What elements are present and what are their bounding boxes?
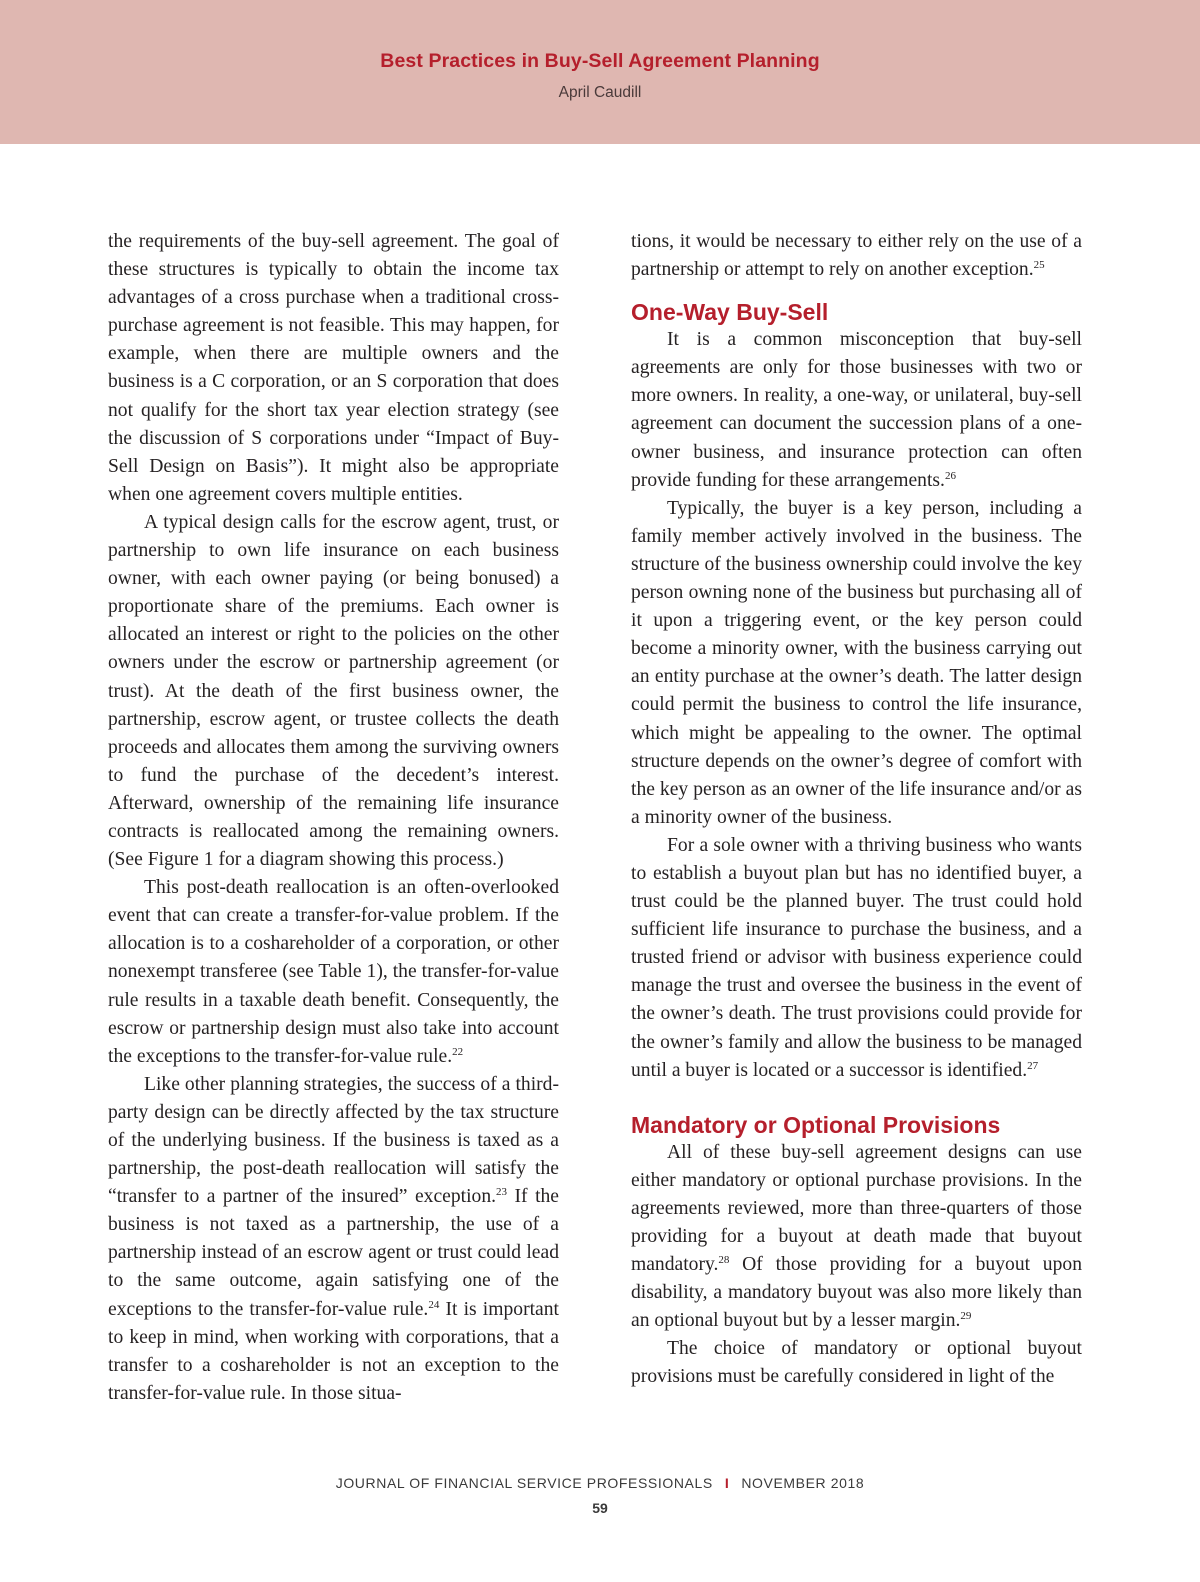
section-heading-one-way-buy-sell: One-Way Buy-Sell <box>631 299 829 326</box>
paragraph: All of these buy-sell agreement designs can use either mandatory or optional purchase provisions. In the agreements reviewed, more than three-quarters of those providing for a buyout at death made that buyout mandatory.$^{28}$ Of those providing for a buyout upon disability, a mandatory buyout was also more likely than an optional buyout but by a lesser margin.$^{29}$ <box>631 1141 1082 1332</box>
footnote-ref: 29 <box>960 1310 972 1323</box>
paragraph: For a sole owner with a thriving business who wants to establish a buyout plan but has no identified buyer, a trust could be the planned buyer. The trust could hold sufficient life insurance to purchase the business, and a trusted friend or advisor with business experience could manage the trust and oversee the business in the event of the owner’s death. The trust provisions could provide for the owner’s family and allow the business to be managed until a buyer is located or a successor is identified.$^{27}$ <box>631 834 1082 1081</box>
footnote-ref: 26 <box>944 469 956 482</box>
page-number: 59 <box>592 1500 608 1516</box>
issue-date: NOVEMBER 2018 <box>741 1475 865 1491</box>
page-header-band <box>0 0 1200 144</box>
footnote-ref: 24 <box>428 1298 440 1311</box>
paragraph: tions, it would be necessary to either rely on the use of a partnership or attempt to rely on another exception.$^{25}$ <box>631 231 1082 281</box>
paragraph: Like other planning strategies, the success of a third-party design can be directly affected by the tax structure of the underlying business. If the business is taxed as a partnership, the post-death reallocation will satisfy the “transfer to a partner of the insured” exception.$^{23}$ If the business is not taxed as a partnership, the use of a partnership instead of an escrow agent or trust could lead to the same outcome, again satisfying one of the exceptions to the transfer-for-value rule.$^{24}$ It is important to keep in mind, when working with corporations, that a transfer to a coshareholder is not an exception to the transfer-for-value rule. In those situa- <box>108 1073 560 1404</box>
footer-separator: I <box>724 1475 730 1491</box>
page-footer <box>0 1475 1200 1491</box>
paragraph: It is a common misconception that buy-sell agreements are only for those businesses with two or more owners. In reality, a one-way, or unilateral, buy-sell agreement can document the succession plans of a one-owner business, and insurance protection can often provide funding for these arrangements.$^{26}$ <box>631 329 1082 491</box>
left-column <box>108 228 559 1408</box>
footnote-ref: 22 <box>452 1045 464 1058</box>
paragraph: Typically, the buyer is a key person, including a family member actively involved in the business. The structure of the business ownership could involve the key person owning none of the business but purchasing all of it upon a triggering event, or the key person could become a minority owner, with the business carrying out an entity purchase at the owner’s death. The latter design could permit the business to control the life insurance, which might be appealing to the owner. The optimal structure depends on the owner’s degree of comfort with the key person as an owner of the life insurance and/or as a minority owner of the business. <box>631 497 1082 828</box>
paragraph: A typical design calls for the escrow agent, trust, or partnership to own life insurance on each business owner, with each owner paying (or being bonused) a proportionate share of the premiums. Each owner is allocated an interest or right to the policies on the other owners under the escrow or partnership agreement (or trust). At the death of the first business owner, the partnership, escrow agent, or trustee collects the death proceeds and allocates them among the surviving owners to fund the purchase of the decedent’s interest. Afterward, ownership of the remaining life insurance contracts is reallocated among the remaining owners. (See Figure 1 for a diagram showing this process.) <box>108 511 559 871</box>
article-author: April Caudill <box>558 84 642 101</box>
footnote-ref: 28 <box>718 1254 730 1267</box>
right-column <box>631 228 1082 1392</box>
footnote-ref: 23 <box>496 1186 508 1199</box>
paragraph: This post-death reallocation is an often-overlooked event that can create a transfer-for-value problem. If the allocation is to a coshareholder of a corporation, or other nonexempt transferee (see Table 1), the transfer-for-value rule results in a taxable death benefit. Consequently, the escrow or partnership design must also take into account the exceptions to the transfer-for-value rule.$^{22}$ <box>108 877 559 1067</box>
paragraph: The choice of mandatory or optional buyout provisions must be carefully considered in light of the <box>631 1338 1082 1388</box>
journal-name: JOURNAL OF FINANCIAL SERVICE PROFESSIONALS <box>335 1475 713 1491</box>
footnote-ref: 27 <box>1027 1059 1039 1072</box>
section-heading-mandatory-optional: Mandatory or Optional Provisions <box>631 1111 1001 1138</box>
footnote-ref: 25 <box>1033 259 1045 272</box>
paragraph: the requirements of the buy-sell agreement. The goal of these structures is typically to obtain the income tax advantages of a cross purchase when a traditional cross-purchase agreement is not feasible. This may happen, for example, when there are multiple owners and the business is a C corporation, or an S corporation that does not qualify for the short tax year election strategy (see the discussion of S corporations under “Impact of Buy-Sell Design on Basis”). It might also be appropriate when one agreement covers multiple entities. <box>108 231 559 505</box>
article-title: Best Practices in Buy-Sell Agreement Planning <box>380 50 820 72</box>
